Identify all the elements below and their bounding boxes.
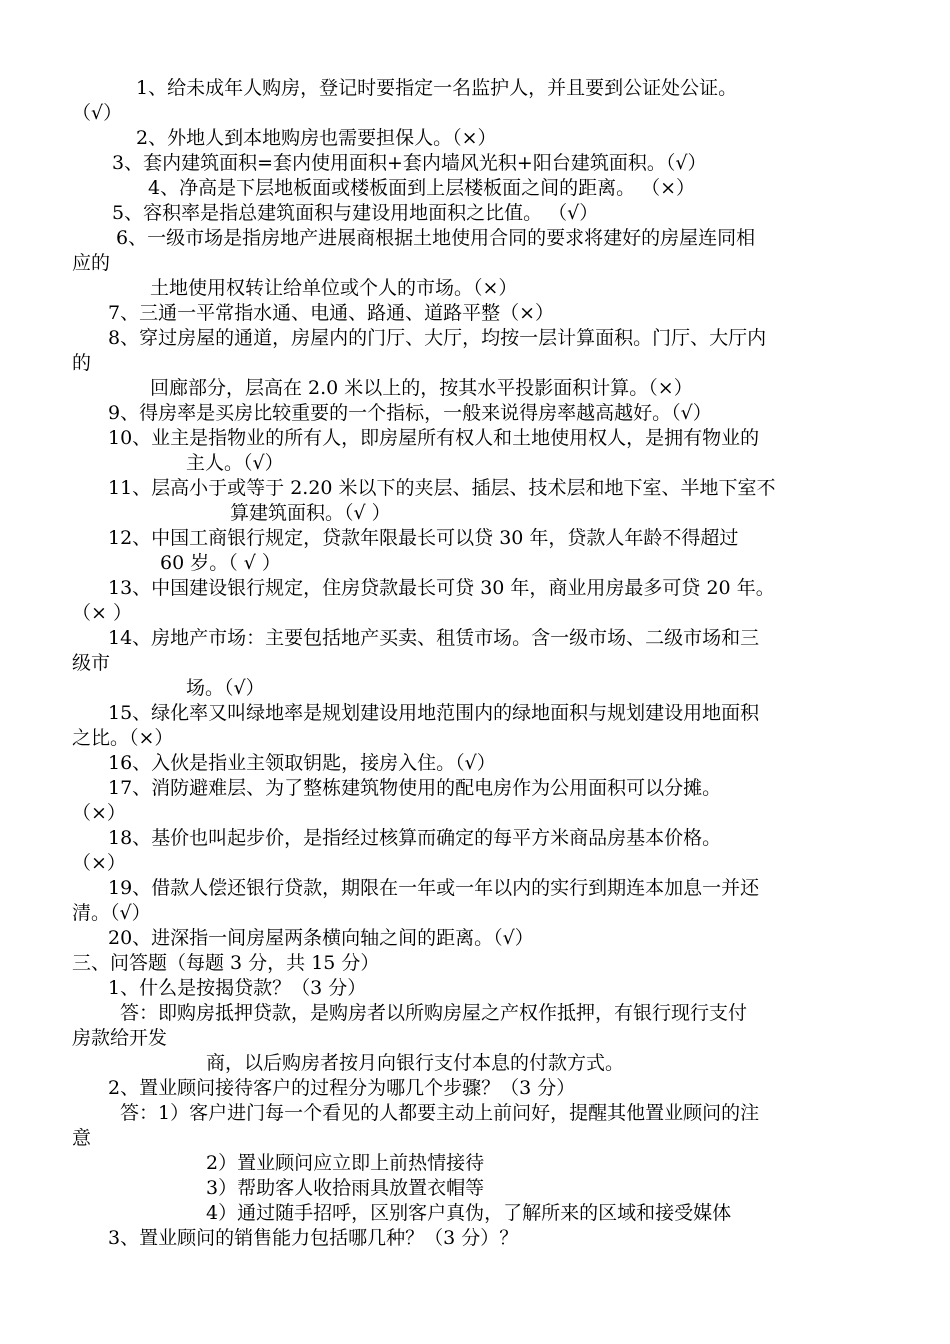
- qa1-question: 1、什么是按揭贷款？（3 分）: [108, 977, 367, 999]
- q8-statement: 8、穿过房屋的通道，房屋内的门厅、大厅，均按一层计算面积。门厅、大厅内: [108, 327, 767, 349]
- qa1-answer-continuation: 房款给开发: [72, 1027, 168, 1049]
- q20-statement: 20、进深指一间房屋两条横向轴之间的距离。（√）: [108, 927, 534, 949]
- q11-answer-line: 算建筑面积。（√ ）: [230, 502, 391, 524]
- qa1-answer: 答：即购房抵押贷款，是购房者以所购房屋之产权作抵押，有银行现行支付: [120, 1002, 748, 1024]
- q6-continuation: 应的: [72, 252, 111, 274]
- qa3-question: 3、置业顾问的销售能力包括哪几种？（3 分）？: [108, 1227, 519, 1249]
- section-heading: 三、问答题（每题 3 分，共 15 分）: [72, 952, 380, 974]
- qa2-step-1-continuation: 意: [72, 1127, 92, 1149]
- q8-answer-line: 回廊部分，层高在 2.0 米以上的，按其水平投影面积计算。（×）: [150, 377, 693, 399]
- q14-continuation: 级市: [72, 652, 111, 674]
- q5-statement: 5、容积率是指总建筑面积与建设用地面积之比值。 （√）: [112, 202, 599, 224]
- qa2-step-1: 答：1）客户进门每一个看见的人都要主动上前问好，提醒其他置业顾问的注: [120, 1102, 760, 1124]
- q19-answer-line: 清。（√）: [72, 902, 151, 924]
- q14-answer-line: 场。（√）: [186, 677, 265, 699]
- q11-statement: 11、层高小于或等于 2.20 米以下的夹层、插层、技术层和地下室、半地下室不: [108, 477, 776, 499]
- q9-statement: 9、得房率是买房比较重要的一个指标，一般来说得房率越高越好。（√）: [108, 402, 712, 424]
- q10-statement: 10、业主是指物业的所有人，即房屋所有权人和土地使用权人，是拥有物业的: [108, 427, 760, 449]
- q13-statement: 13、中国建设银行规定，住房贷款最长可贷 30 年，商业用房最多可贷 20 年。: [108, 577, 775, 599]
- q12-statement: 12、中国工商银行规定，贷款年限最长可以贷 30 年，贷款人年龄不得超过: [108, 527, 739, 549]
- q6-answer-line: 土地使用权转让给单位或个人的市场。（×）: [150, 277, 518, 299]
- q17-statement: 17、消防避难层、为了整栋建筑物使用的配电房作为公用面积可以分摊。: [108, 777, 722, 799]
- q10-answer-line: 主人。（√）: [186, 452, 284, 474]
- q17-answer: （×）: [72, 802, 126, 824]
- qa2-step-3: 3）帮助客人收拾雨具放置衣帽等: [206, 1177, 485, 1199]
- q13-answer: （× ）: [72, 602, 132, 624]
- q6-statement: 6、一级市场是指房地产进展商根据土地使用合同的要求将建好的房屋连同相: [116, 227, 756, 249]
- q3-statement: 3、套内建筑面积=套内使用面积+套内墙风光积+阳台建筑面积。（√）: [112, 152, 707, 174]
- q7-statement: 7、三通一平常指水通、电通、路通、道路平整（×）: [108, 302, 555, 324]
- qa2-question: 2、置业顾问接待客户的过程分为哪几个步骤？（3 分）: [108, 1077, 576, 1099]
- q18-statement: 18、基价也叫起步价，是指经过核算而确定的每平方米商品房基本价格。: [108, 827, 722, 849]
- q15-statement: 15、绿化率又叫绿地率是规划建设用地范围内的绿地面积与规划建设用地面积: [108, 702, 760, 724]
- q1-answer: （√）: [72, 102, 123, 124]
- qa1-answer-end: 商，以后购房者按月向银行支付本息的付款方式。: [206, 1052, 625, 1074]
- q14-statement: 14、房地产市场：主要包括地产买卖、租赁市场。含一级市场、二级市场和三: [108, 627, 760, 649]
- qa2-step-4: 4）通过随手招呼，区别客户真伪，了解所来的区域和接受媒体: [206, 1202, 732, 1224]
- q8-continuation: 的: [72, 352, 92, 374]
- q12-answer-line: 60 岁。（ √ ）: [160, 552, 281, 574]
- q15-answer-line: 之比。（×）: [72, 727, 174, 749]
- q19-statement: 19、借款人偿还银行贷款，期限在一年或一年以内的实行到期连本加息一并还: [108, 877, 760, 899]
- qa2-step-2: 2）置业顾问应立即上前热情接待: [206, 1152, 485, 1174]
- q2-statement: 2、外地人到本地购房也需要担保人。（×）: [136, 127, 497, 149]
- q1-statement: 1、给未成年人购房，登记时要指定一名监护人，并且要到公证处公证。: [136, 77, 738, 99]
- q18-answer: （×）: [72, 852, 126, 874]
- q16-statement: 16、入伙是指业主领取钥匙，接房入住。（√）: [108, 752, 496, 774]
- q4-statement: 4、净高是下层地板面或楼板面到上层楼板面之间的距离。 （×）: [148, 177, 696, 199]
